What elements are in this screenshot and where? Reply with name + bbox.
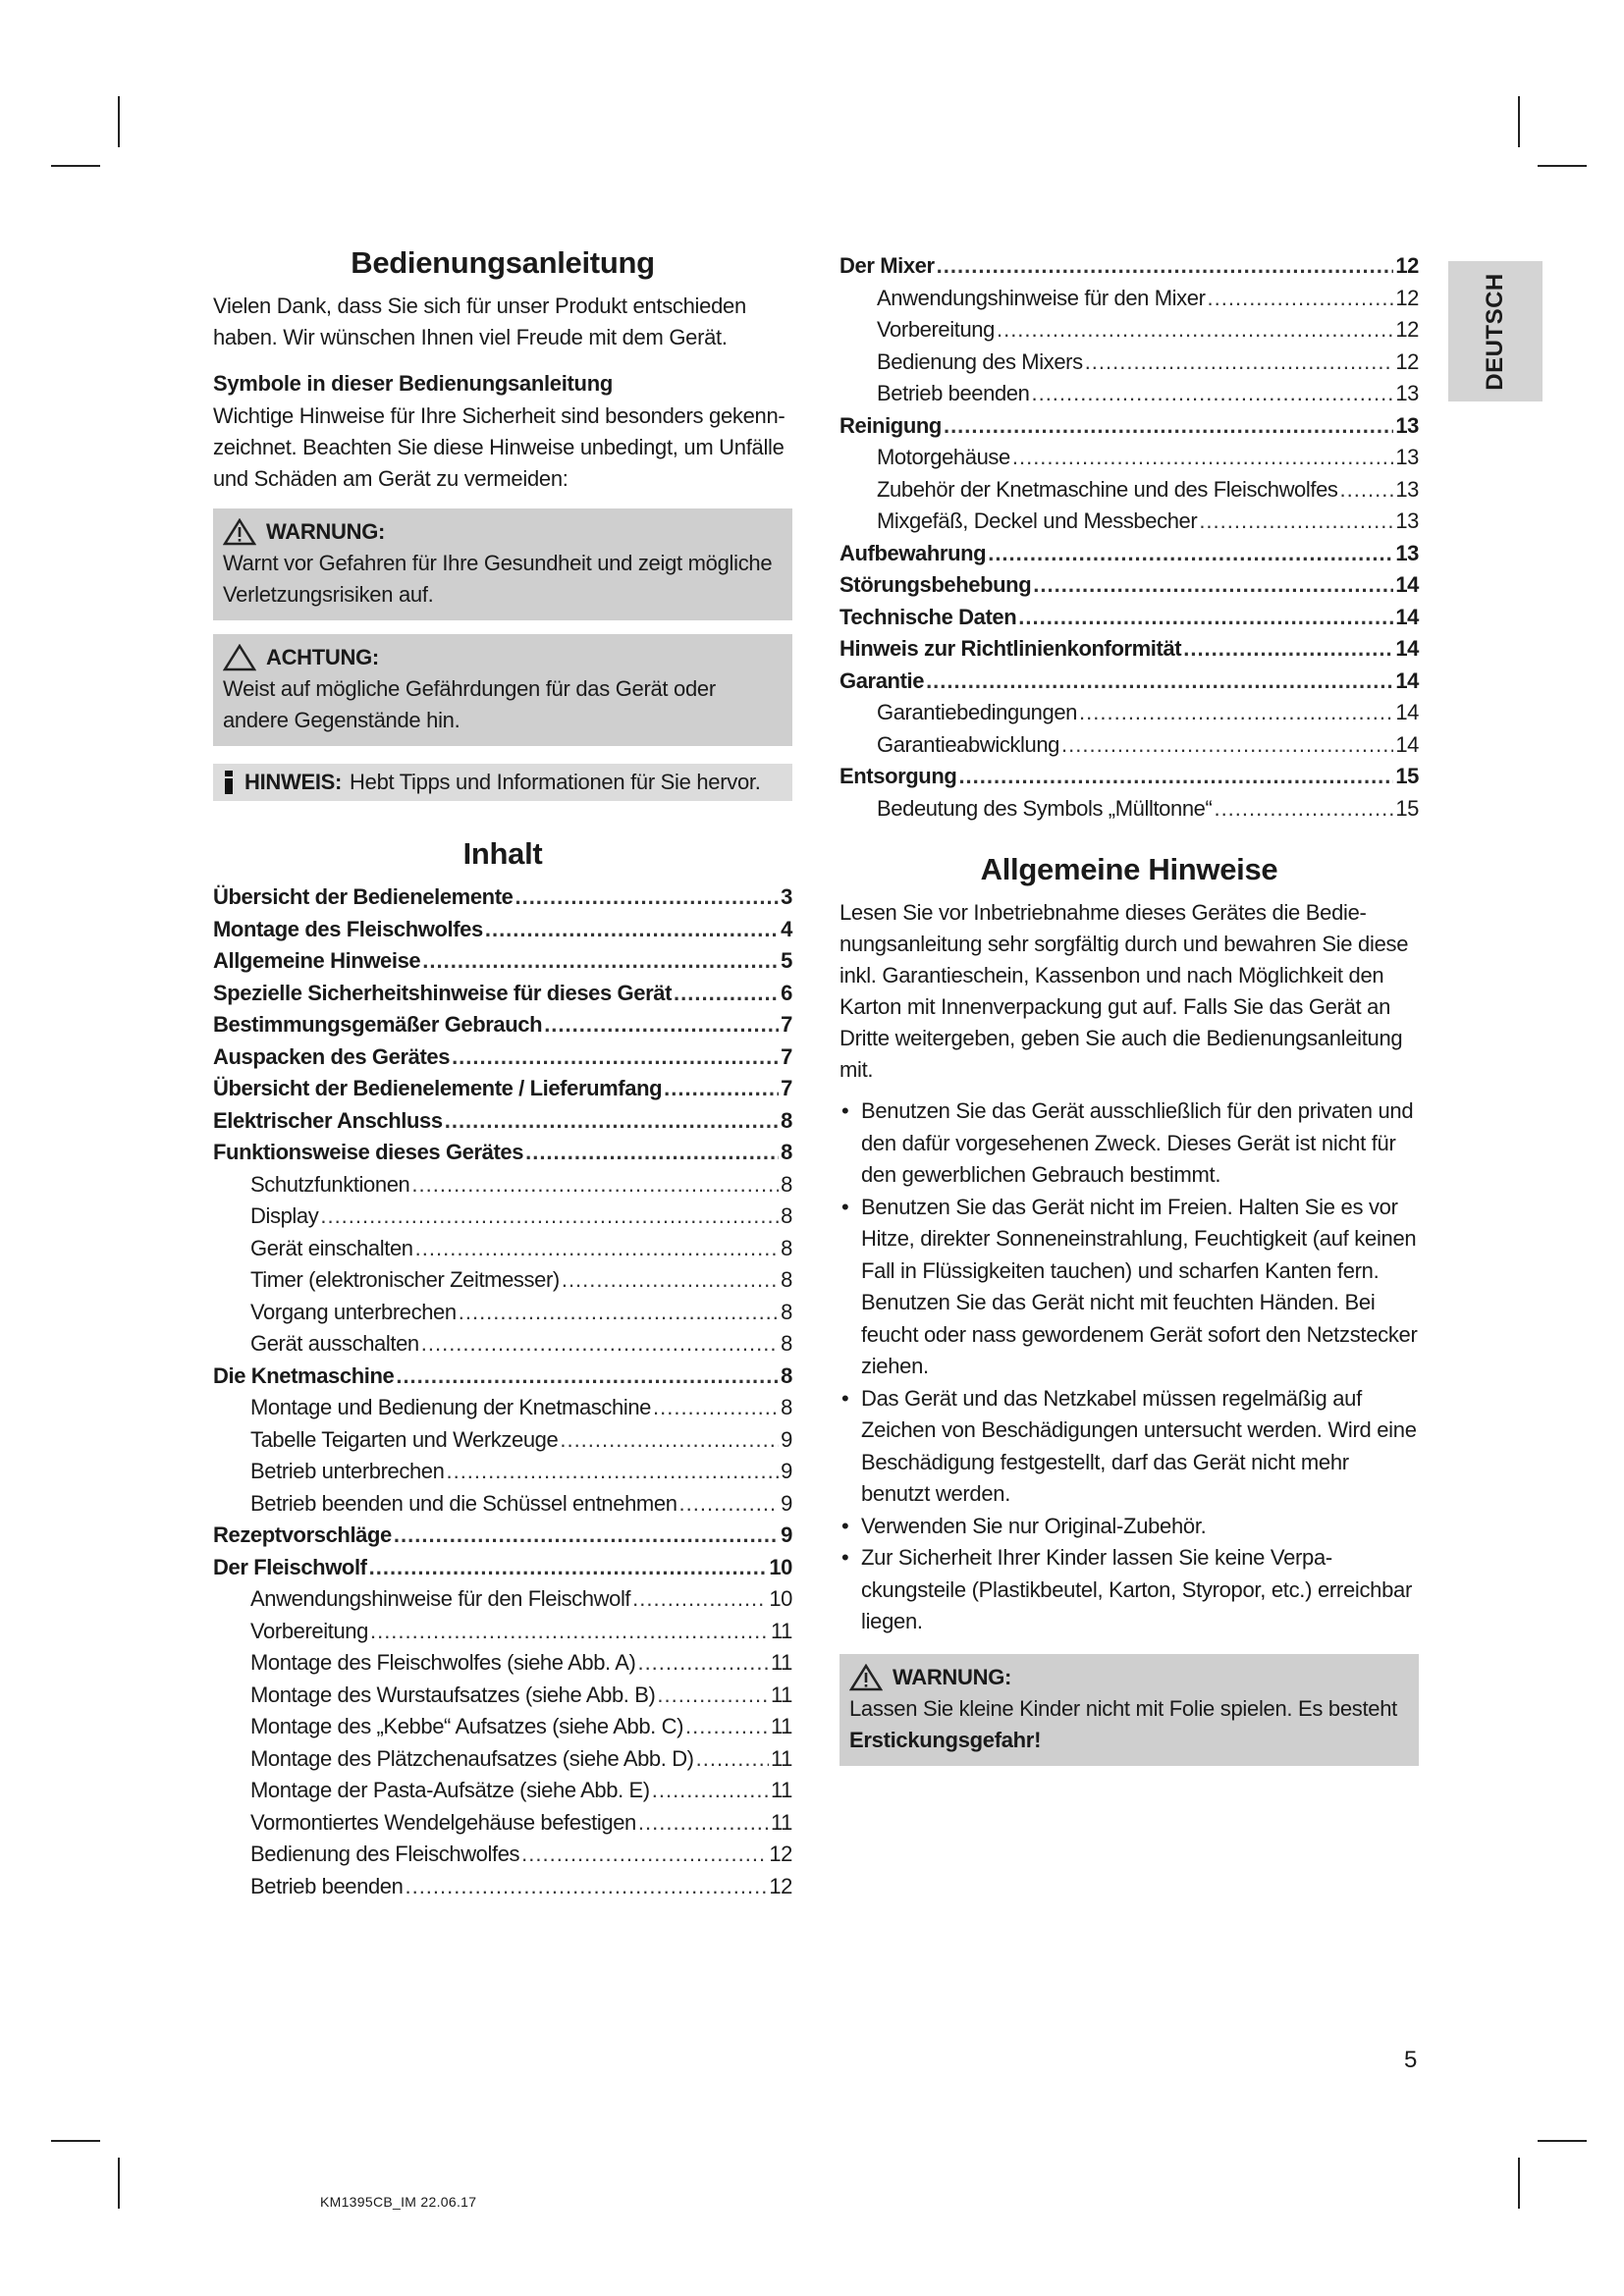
- table-of-contents: [213, 881, 792, 1902]
- toc-entry: [213, 1680, 792, 1712]
- crop-mark: [1518, 2158, 1520, 2209]
- toc-entry: [213, 1647, 792, 1680]
- toc-leader-dots: [653, 1392, 779, 1424]
- list-item-text: • Benutzen Sie das Gerät ausschließlich für den privaten und den dafür vorgesehenen Zweck. Dieses Gerät ist nicht für den gewerblichen Gebrauch bestimmt.: [861, 1098, 1414, 1187]
- left-column: [213, 245, 792, 1902]
- caution-box: [213, 634, 792, 746]
- toc-leader-dots: [937, 250, 1394, 283]
- toc-entry-label: Der Mixer: [839, 253, 935, 278]
- toc-entry-label: Montage und Bedienung der Knetmaschine: [250, 1395, 651, 1419]
- toc-entry: [839, 538, 1419, 570]
- toc-entry-page: 8: [781, 1395, 792, 1419]
- toc-entry-label: Betrieb beenden: [250, 1873, 404, 1898]
- toc-entry-label: Montage der Pasta-Aufsätze (siehe Abb. E): [250, 1778, 650, 1802]
- toc-entry: [213, 1137, 792, 1169]
- toc-entry-label: Allgemeine Hinweise: [213, 948, 421, 973]
- toc-leader-dots: [637, 1647, 769, 1680]
- toc-entry-page: 7: [781, 1076, 792, 1100]
- toc-entry-page: 11: [770, 1809, 792, 1835]
- toc-entry-page: 9: [781, 1459, 792, 1483]
- toc-leader-dots: [1061, 729, 1393, 762]
- toc-entry-page: 10: [769, 1554, 792, 1579]
- toc-leader-dots: [1085, 347, 1394, 379]
- toc-entry-page: 11: [770, 1778, 792, 1802]
- toc-leader-dots: [638, 1807, 769, 1840]
- language-label: DEUTSCH: [1482, 272, 1509, 391]
- toc-leader-dots: [988, 538, 1393, 570]
- caution-triangle-icon: [223, 644, 256, 671]
- info-icon: [221, 770, 237, 795]
- toc-entry-page: 12: [1395, 285, 1419, 310]
- toc-entry-label: Spezielle Sicherheitshinweise für dieses Gerät: [213, 980, 673, 1005]
- toc-entry-label: Vorbereitung: [250, 1618, 368, 1643]
- toc-entry: [213, 1743, 792, 1776]
- crop-mark: [1538, 165, 1587, 167]
- toc-entry-page: 9: [781, 1490, 792, 1516]
- toc-entry: [213, 1839, 792, 1871]
- toc-entry-label: Der Fleischwolf: [213, 1554, 367, 1579]
- warning-triangle-icon: [849, 1664, 883, 1691]
- crop-mark: [1518, 96, 1520, 147]
- toc-leader-dots: [696, 1743, 769, 1776]
- crop-mark: [118, 96, 120, 147]
- toc-entry: [839, 347, 1419, 379]
- crop-mark: [51, 2140, 100, 2142]
- toc-leader-dots: [1199, 506, 1393, 538]
- toc-entry: [213, 1520, 792, 1552]
- toc-entry-label: Entsorgung: [839, 764, 957, 788]
- toc-entry: [213, 1328, 792, 1361]
- toc-entry-label: Reinigung: [839, 412, 942, 438]
- toc-entry-label: Auspacken des Gerätes: [213, 1043, 451, 1069]
- crop-mark: [51, 165, 100, 167]
- toc-leader-dots: [411, 1169, 779, 1201]
- hint-label: HINWEIS:: [244, 770, 343, 794]
- toc-leader-dots: [674, 978, 779, 1010]
- list-item: [839, 1192, 1419, 1383]
- caution-text: Weist auf mögliche Gefährdungen für das Gerät oder andere Gegenstände hin.: [223, 676, 716, 732]
- toc-entry: [213, 1201, 792, 1233]
- list-item: [839, 1383, 1419, 1511]
- toc-entry-page: 11: [770, 1650, 792, 1675]
- toc-entry: [839, 314, 1419, 347]
- toc-entry-label: Garantie: [839, 667, 925, 693]
- toc-entry-label: Timer (elektronischer Zeitmesser): [250, 1267, 560, 1292]
- page-number: 5: [1404, 2047, 1418, 2073]
- toc-entry-label: Montage des Plätzchenaufsatzes (siehe Abb. D): [250, 1745, 694, 1771]
- toc-entry-page: 13: [1395, 381, 1419, 405]
- toc-entry: [213, 1616, 792, 1648]
- toc-entry-page: 12: [1395, 317, 1419, 342]
- toc-entry-label: Hinweis zur Richtlinienkonformität: [839, 636, 1182, 661]
- child-warning-text: Lassen Sie kleine Kinder nicht mit Folie spielen. Es besteht: [849, 1695, 1397, 1721]
- toc-entry: [839, 506, 1419, 538]
- toc-leader-dots: [459, 1297, 779, 1329]
- language-side-tab: [1448, 261, 1543, 401]
- toc-entry: [839, 793, 1419, 826]
- toc-entry-label: Rezeptvorschläge: [213, 1522, 392, 1547]
- right-column: [839, 250, 1419, 1766]
- warning-triangle-icon: [223, 518, 256, 546]
- toc-entry: [213, 1264, 792, 1297]
- toc-entry-label: Bedienung des Mixers: [877, 348, 1083, 374]
- toc-entry-page: 11: [770, 1714, 792, 1738]
- toc-entry: [213, 1456, 792, 1488]
- toc-entry-label: Funktionsweise dieses Gerätes: [213, 1140, 524, 1164]
- toc-entry-page: 8: [781, 1267, 792, 1292]
- toc-entry: [213, 1775, 792, 1807]
- toc-entry: [839, 250, 1419, 283]
- toc-entry-label: Bedeutung des Symbols „Mülltonne“: [877, 795, 1213, 821]
- toc-leader-dots: [415, 1233, 780, 1265]
- toc-entry-page: 12: [1395, 253, 1419, 278]
- toc-leader-dots: [394, 1520, 779, 1552]
- toc-entry-page: 8: [781, 1140, 792, 1164]
- toc-leader-dots: [1031, 378, 1393, 410]
- toc-entry-label: Betrieb beenden und die Schüssel entnehmen: [250, 1490, 677, 1516]
- toc-entry-page: 15: [1395, 764, 1419, 788]
- toc-entry-label: Montage des Fleischwolfes: [213, 916, 483, 941]
- general-notes-text: Lesen Sie vor Inbetriebnahme dieses Gerätes die Bedienungsanleitung sehr sorgfältig durch und bewahren Sie diese inkl. Garantieschein, Kassenbon und nach Möglichkeit den Karton mit Innenverpackung gut auf. Falls Sie das Gerät an Dritte weitergeben, geben Sie auch die Bedienungsanleitung mit.: [839, 900, 1409, 1082]
- child-warning-emphasis: Erstickungsgefahr!: [849, 1727, 1042, 1752]
- toc-entry: [213, 1361, 792, 1393]
- toc-title: Inhalt: [462, 836, 543, 871]
- toc-leader-dots: [544, 1009, 779, 1041]
- toc-entry-page: 4: [781, 916, 792, 941]
- toc-entry: [839, 697, 1419, 729]
- toc-entry-page: 8: [781, 1203, 792, 1228]
- toc-leader-dots: [657, 1680, 769, 1712]
- toc-entry-page: 14: [1395, 572, 1419, 597]
- toc-leader-dots: [1079, 697, 1393, 729]
- toc-entry-page: 8: [781, 1171, 792, 1197]
- toc-entry-label: Motorgehäuse: [877, 445, 1010, 469]
- toc-entry: [213, 945, 792, 978]
- toc-leader-dots: [944, 410, 1393, 443]
- toc-entry-label: Schutzfunktionen: [250, 1171, 410, 1197]
- toc-entry-page: 9: [781, 1426, 792, 1452]
- toc-leader-dots: [422, 945, 779, 978]
- toc-entry-label: Vorbereitung: [877, 317, 995, 342]
- toc-leader-dots: [370, 1616, 769, 1648]
- toc-entry-page: 11: [770, 1745, 792, 1771]
- table-of-contents-continued: [839, 250, 1419, 825]
- child-warning-label: WARNUNG:: [893, 1664, 1012, 1689]
- crop-mark: [118, 2158, 120, 2209]
- toc-entry-label: Montage des Wurstaufsatzes (siehe Abb. B): [250, 1682, 656, 1707]
- toc-entry-label: Technische Daten: [839, 604, 1017, 629]
- toc-entry-label: Vorgang unterbrechen: [250, 1299, 457, 1324]
- toc-entry-label: Die Knetmaschine: [213, 1362, 395, 1388]
- toc-entry: [839, 378, 1419, 410]
- toc-leader-dots: [369, 1552, 768, 1584]
- toc-entry-label: Bedienung des Fleischwolfes: [250, 1842, 520, 1866]
- list-item-text: • Das Gerät und das Netzkabel müssen regelmäßig auf Zeichen von Beschädigungen untersucht werden. Wird eine Beschädigung festgestellt, darf das Gerät nicht mehr benutzt werden.: [861, 1385, 1417, 1506]
- toc-entry-page: 13: [1395, 508, 1419, 533]
- toc-entry-label: Vormontiertes Wendelgehäuse befestigen: [250, 1809, 636, 1835]
- toc-entry: [839, 442, 1419, 474]
- toc-entry-label: Betrieb beenden: [877, 381, 1030, 405]
- toc-entry-page: 8: [781, 1107, 792, 1133]
- toc-entry-page: 11: [770, 1618, 792, 1643]
- toc-entry-label: Montage des „Kebbe“ Aufsatzes (siehe Abb. C): [250, 1714, 683, 1738]
- toc-entry-page: 14: [1395, 604, 1419, 629]
- toc-entry: [839, 729, 1419, 762]
- toc-entry: [213, 1041, 792, 1074]
- toc-entry: [213, 914, 792, 946]
- toc-entry: [839, 633, 1419, 666]
- toc-leader-dots: [485, 914, 779, 946]
- toc-leader-dots: [1183, 633, 1393, 666]
- toc-entry: [839, 474, 1419, 507]
- toc-leader-dots: [652, 1775, 769, 1807]
- warning-text: Warnt vor Gefahren für Ihre Gesundheit und zeigt mögliche Verletzungsrisiken auf.: [223, 551, 773, 607]
- toc-entry-label: Störungsbehebung: [839, 572, 1032, 597]
- toc-entry: [213, 1871, 792, 1903]
- intro-text: Vielen Dank, dass Sie sich für unser Produkt entschieden haben. Wir wünschen Ihnen viel Freude mit dem Gerät.: [213, 294, 746, 349]
- toc-leader-dots: [958, 761, 1393, 793]
- warning-label: WARNUNG:: [266, 519, 386, 544]
- toc-entry-page: 6: [781, 980, 792, 1005]
- toc-entry: [213, 1009, 792, 1041]
- toc-entry-label: Gerät ausschalten: [250, 1331, 419, 1356]
- toc-leader-dots: [664, 1073, 779, 1105]
- toc-entry-page: 9: [781, 1522, 792, 1547]
- toc-leader-dots: [562, 1264, 779, 1297]
- toc-entry-page: 14: [1395, 700, 1419, 724]
- general-notes-title: Allgemeine Hinweise: [980, 852, 1278, 886]
- list-item: [839, 1511, 1419, 1543]
- toc-entry-page: 14: [1395, 731, 1419, 757]
- warning-box: [213, 508, 792, 620]
- toc-entry-label: Anwendungshinweise für den Mixer: [877, 285, 1206, 310]
- toc-leader-dots: [1340, 474, 1394, 507]
- toc-entry: [839, 283, 1419, 315]
- toc-leader-dots: [525, 1137, 779, 1169]
- toc-entry-page: 10: [769, 1586, 792, 1611]
- toc-leader-dots: [521, 1839, 767, 1871]
- toc-entry: [213, 1711, 792, 1743]
- toc-leader-dots: [926, 666, 1393, 698]
- toc-leader-dots: [421, 1328, 779, 1361]
- toc-entry-label: Tabelle Teigarten und Werkzeuge: [250, 1426, 559, 1452]
- toc-entry: [213, 1073, 792, 1105]
- toc-leader-dots: [997, 314, 1393, 347]
- toc-entry-label: Bestimmungsgemäßer Gebrauch: [213, 1012, 543, 1037]
- toc-entry: [213, 881, 792, 914]
- toc-entry-label: Zubehör der Knetmaschine und des Fleischwolfes: [877, 476, 1338, 502]
- toc-leader-dots: [320, 1201, 779, 1233]
- toc-entry-label: Betrieb unterbrechen: [250, 1459, 445, 1483]
- toc-entry: [213, 1105, 792, 1138]
- footer-code: KM1395CB_IM 22.06.17: [320, 2194, 477, 2210]
- toc-leader-dots: [446, 1456, 779, 1488]
- toc-entry: [839, 569, 1419, 602]
- toc-entry-label: Display: [250, 1203, 319, 1228]
- toc-entry-page: 8: [781, 1331, 792, 1356]
- toc-entry-label: Übersicht der Bedienelemente: [213, 884, 514, 909]
- toc-leader-dots: [1018, 602, 1393, 634]
- toc-leader-dots: [1208, 283, 1394, 315]
- toc-entry-page: 8: [781, 1235, 792, 1260]
- toc-entry-page: 14: [1395, 667, 1419, 693]
- toc-entry-page: 12: [769, 1873, 792, 1898]
- toc-entry-label: Übersicht der Bedienelemente / Lieferumfang: [213, 1076, 663, 1100]
- toc-entry: [213, 978, 792, 1010]
- list-item-text: • Zur Sicherheit Ihrer Kinder lassen Sie keine Verpackungsteile (Plastikbeutel, Karton, Styropor, etc.) erreichbar liegen.: [861, 1545, 1413, 1633]
- toc-entry: [839, 602, 1419, 634]
- toc-entry-label: Anwendungshinweise für den Fleischwolf: [250, 1586, 631, 1611]
- manual-title: Bedienungsanleitung: [351, 245, 655, 280]
- toc-entry: [839, 666, 1419, 698]
- toc-entry-label: Gerät einschalten: [250, 1235, 413, 1260]
- toc-entry-label: Mixgefäß, Deckel und Messbecher: [877, 508, 1198, 533]
- child-warning-box: [839, 1654, 1419, 1766]
- toc-entry-label: Elektrischer Anschluss: [213, 1107, 443, 1133]
- toc-entry: [213, 1297, 792, 1329]
- toc-entry-page: 5: [781, 948, 792, 973]
- toc-entry-page: 8: [781, 1299, 792, 1324]
- toc-entry-page: 13: [1395, 445, 1419, 469]
- toc-leader-dots: [452, 1041, 779, 1074]
- toc-leader-dots: [396, 1361, 779, 1393]
- caution-label: ACHTUNG:: [266, 645, 379, 669]
- toc-entry-page: 3: [781, 884, 792, 909]
- general-notes-list: [839, 1095, 1419, 1638]
- toc-entry-page: 15: [1395, 795, 1419, 821]
- toc-entry-page: 11: [770, 1682, 792, 1707]
- toc-entry-page: 13: [1395, 540, 1419, 565]
- toc-entry-page: 8: [781, 1362, 792, 1388]
- toc-entry-page: 7: [781, 1012, 792, 1037]
- list-item-text: • Verwenden Sie nur Original-Zubehör.: [861, 1513, 1207, 1538]
- list-item: [839, 1095, 1419, 1192]
- toc-entry: [213, 1488, 792, 1521]
- toc-entry: [839, 410, 1419, 443]
- toc-leader-dots: [1214, 793, 1393, 826]
- toc-entry-label: Garantiebedingungen: [877, 700, 1078, 724]
- toc-leader-dots: [514, 881, 779, 914]
- hint-text: Hebt Tipps und Informationen für Sie hervor.: [350, 770, 761, 794]
- list-item-text: • Benutzen Sie das Gerät nicht im Freien. Halten Sie es vor Hitze, direkter Sonneneinstrahlung, Feuchtigkeit (auf keinen Fall in Flüssigkeiten tauchen) und scharfen Kanten fern. Benutzen Sie das Gerät nicht mit feuchten Händen. Bei feucht oder nass gewordenem Gerät sofort den Netzstecker ziehen.: [861, 1194, 1418, 1378]
- toc-leader-dots: [405, 1871, 767, 1903]
- toc-leader-dots: [1012, 442, 1393, 474]
- crop-mark: [1538, 2140, 1587, 2142]
- toc-entry: [213, 1807, 792, 1840]
- toc-entry: [213, 1583, 792, 1616]
- toc-entry-page: 13: [1395, 412, 1419, 438]
- toc-entry-label: Garantieabwicklung: [877, 731, 1060, 757]
- toc-leader-dots: [445, 1105, 779, 1138]
- toc-entry-page: 14: [1395, 636, 1419, 661]
- toc-entry: [213, 1424, 792, 1457]
- toc-entry: [213, 1552, 792, 1584]
- symbols-text: Wichtige Hinweise für Ihre Sicherheit sind besonders gekennzeichnet. Beachten Sie diese Hinweise unbedingt, um Unfälle und Schäden am Gerät zu vermeiden:: [213, 403, 785, 491]
- toc-entry-label: Montage des Fleischwolfes (siehe Abb. A): [250, 1650, 636, 1675]
- toc-entry-page: 12: [1395, 348, 1419, 374]
- toc-leader-dots: [679, 1488, 780, 1521]
- toc-leader-dots: [632, 1583, 767, 1616]
- toc-entry: [213, 1392, 792, 1424]
- toc-leader-dots: [560, 1424, 779, 1457]
- toc-entry-page: 12: [769, 1842, 792, 1866]
- toc-entry-page: 7: [781, 1043, 792, 1069]
- toc-leader-dots: [685, 1711, 769, 1743]
- symbols-heading: Symbole in dieser Bedienungsanleitung: [213, 371, 613, 396]
- toc-leader-dots: [1033, 569, 1393, 602]
- toc-entry: [213, 1233, 792, 1265]
- hint-box: [213, 764, 792, 801]
- toc-entry-label: Aufbewahrung: [839, 540, 987, 565]
- list-item: [839, 1542, 1419, 1638]
- toc-entry-page: 13: [1395, 476, 1419, 502]
- toc-entry: [839, 761, 1419, 793]
- toc-entry: [213, 1169, 792, 1201]
